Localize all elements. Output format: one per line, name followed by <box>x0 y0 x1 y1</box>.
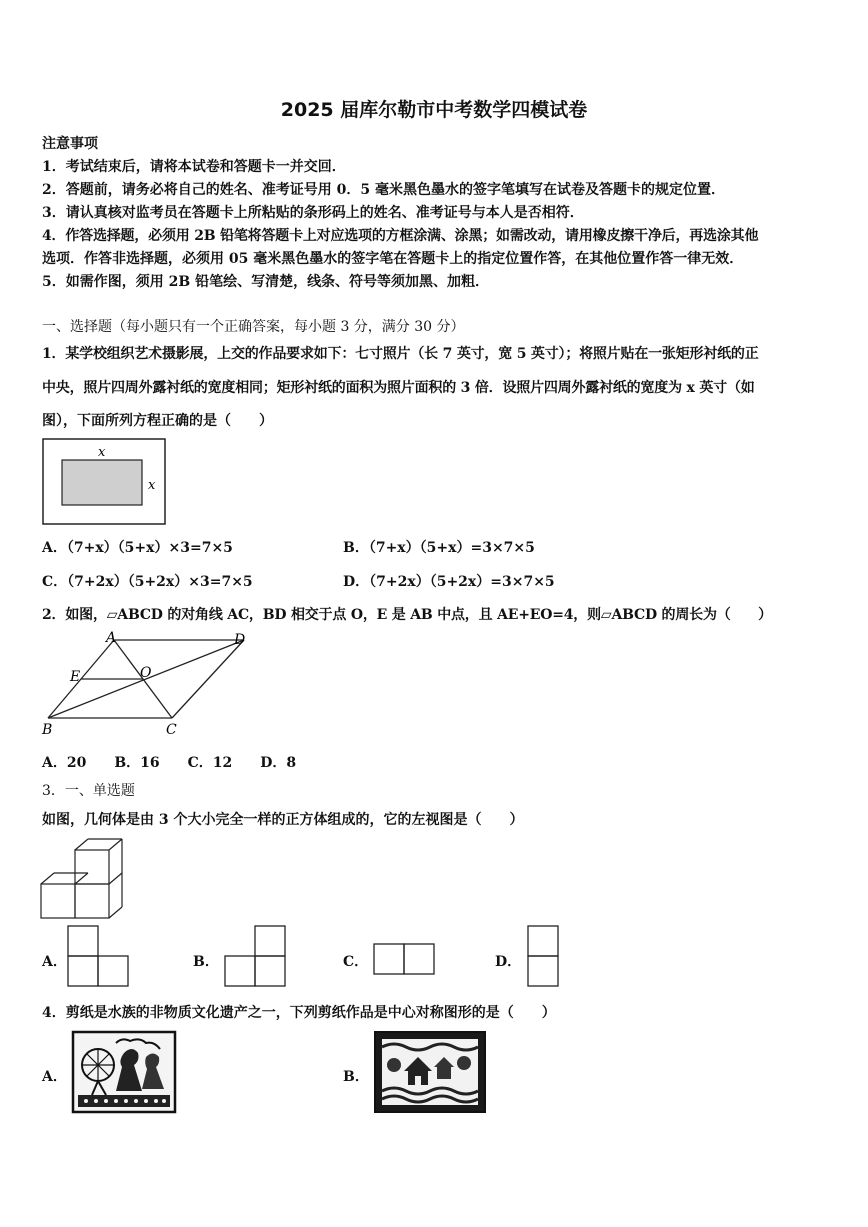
notes-heading: 注意事项 <box>42 136 98 152</box>
q2-label-b: B <box>42 722 53 738</box>
q1-label-right: x <box>148 478 156 493</box>
q2-parallelogram-figure <box>40 630 252 742</box>
q2-text: 2．如图，▱ABCD 的对角线 AC，BD 相交于点 O，E 是 AB 中点，且 AE+EO=4，则▱ABCD 的周长为（ ） <box>42 607 772 623</box>
q2-label-d: D <box>234 632 246 648</box>
q4-option-b-label: B． <box>343 1069 369 1085</box>
note-item-4: 4．作答选择题，必须用 2B 铅笔将答题卡上对应选项的方框涂满、涂黑；如需改动，请用橡皮擦干净后，再选涂其他 <box>42 228 759 244</box>
q4-papercut-b-image <box>374 1031 486 1113</box>
q3-option-b-view <box>224 925 286 987</box>
q2-label-e: E <box>70 669 81 685</box>
q3-option-b-label: B． <box>193 954 219 970</box>
q3-option-a-view <box>67 925 129 987</box>
q1-option-a: A．（7+x）（5+x）×3=7×5 <box>42 540 233 556</box>
q2-label-a: A <box>106 630 117 646</box>
q3-cube-figure <box>40 838 124 920</box>
q2-label-c: C <box>166 722 177 738</box>
q4-text: 4．剪纸是水族的非物质文化遗产之一，下列剪纸作品是中心对称图形的是（ ） <box>42 1005 556 1021</box>
q1-option-c: C．（7+2x）（5+2x）×3=7×5 <box>42 574 253 590</box>
q1-line-2: 中央，照片四周外露衬纸的宽度相同；矩形衬纸的面积为照片面积的 3 倍．设照片四周外露衬纸的宽度为 x 英寸（如 <box>42 380 755 396</box>
q1-frame-figure <box>42 438 168 526</box>
q3-option-d-view <box>527 925 559 987</box>
q3-text: 如图，几何体是由 3 个大小完全一样的正方体组成的，它的左视图是（ ） <box>42 812 524 828</box>
q3-option-c-label: C． <box>343 954 369 970</box>
note-item-4-cont: 选项．作答非选择题，必须用 05 毫米黑色墨水的签字笔在答题卡上的指定位置作答，在其他位置作答一律无效． <box>42 251 744 267</box>
q3-option-a-label: A． <box>42 954 67 970</box>
note-item-2: 2．答题前，请务必将自己的姓名、准考证号用 0．5 毫米黑色墨水的签字笔填写在试卷及答题卡的规定位置． <box>42 182 725 198</box>
q3-option-d-label: D． <box>495 954 522 970</box>
q1-option-b: B．（7+x）（5+x）=3×7×5 <box>343 540 535 556</box>
q2-options: A．20 B．16 C．12 D．8 <box>42 755 297 771</box>
q1-line-1: 1．某学校组织艺术摄影展，上交的作品要求如下：七寸照片（长 7 英寸，宽 5 英寸）；将照片贴在一张矩形衬纸的正 <box>42 346 759 362</box>
note-item-5: 5．如需作图，须用 2B 铅笔绘、写清楚，线条、符号等须加黑、加粗． <box>42 274 490 290</box>
q1-label-top: x <box>98 445 106 460</box>
q1-option-d: D．（7+2x）（5+2x）=3×7×5 <box>343 574 555 590</box>
page-title: 2025 届库尔勒市中考数学四模试卷 <box>280 99 588 121</box>
section-heading: 一、选择题（每小题只有一个正确答案，每小题 3 分，满分 30 分） <box>42 319 465 335</box>
note-item-3: 3．请认真核对监考员在答题卡上所粘贴的条形码上的姓名、准考证号与本人是否相符． <box>42 205 584 221</box>
q4-papercut-a-image <box>72 1031 176 1113</box>
q2-label-o: O <box>140 665 152 681</box>
q3-option-c-view <box>373 943 435 975</box>
q4-option-a-label: A． <box>42 1069 67 1085</box>
q3-head: 3．一、单选题 <box>42 783 135 799</box>
q1-line-3: 图），下面所列方程正确的是（ ） <box>42 413 273 429</box>
note-item-1: 1．考试结束后，请将本试卷和答题卡一并交回． <box>42 159 346 175</box>
